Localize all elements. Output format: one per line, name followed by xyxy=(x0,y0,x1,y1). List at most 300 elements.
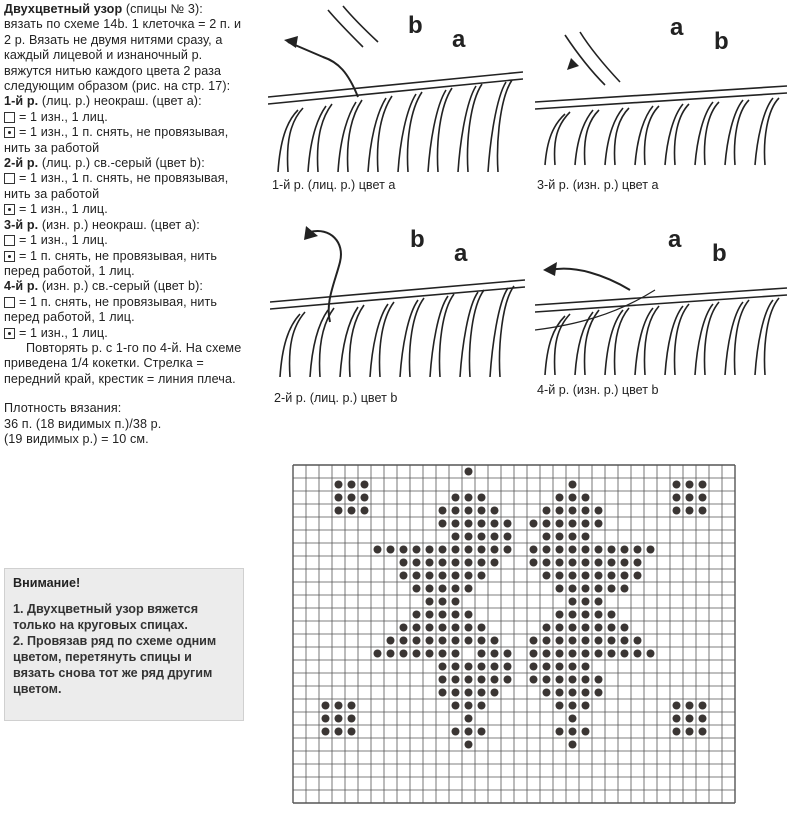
chart-dot xyxy=(673,728,681,736)
chart-dot xyxy=(452,650,460,658)
chart-dot xyxy=(582,676,590,684)
fig2-label-2: b xyxy=(714,28,729,55)
chart-dot xyxy=(569,702,577,710)
chart-dot xyxy=(504,663,512,671)
chart-dot xyxy=(543,676,551,684)
chart-dot xyxy=(556,572,564,580)
chart-dot xyxy=(439,585,447,593)
chart-dot xyxy=(478,533,486,541)
chart-dot xyxy=(582,598,590,606)
row4-rest: (изн. р.) св.-серый (цвет b): xyxy=(38,279,203,294)
chart-dot xyxy=(686,728,694,736)
chart-dot xyxy=(699,715,707,723)
chart-dot xyxy=(556,663,564,671)
chart-dot xyxy=(426,650,434,658)
chart-dot xyxy=(452,572,460,580)
chart-dot xyxy=(569,715,577,723)
chart-dot xyxy=(426,637,434,645)
chart-dot xyxy=(348,494,356,502)
chart-dot xyxy=(595,624,603,632)
chart-dot xyxy=(491,663,499,671)
chart-dot xyxy=(569,741,577,749)
chart-dot xyxy=(608,650,616,658)
row1-head: 1-й р. xyxy=(4,94,39,109)
chart-dot xyxy=(569,572,577,580)
chart-dot xyxy=(504,650,512,658)
chart-dot xyxy=(634,572,642,580)
chart-dot xyxy=(478,663,486,671)
chart-dot xyxy=(595,637,603,645)
chart-dot xyxy=(608,559,616,567)
chart-dot xyxy=(348,507,356,515)
fig4-label-1: a xyxy=(668,226,682,253)
chart-dot xyxy=(465,520,473,528)
chart-dot xyxy=(582,559,590,567)
chart-dot xyxy=(699,702,707,710)
chart-dot xyxy=(673,702,681,710)
row4-b-text: = 1 изн., 1 лиц. xyxy=(19,325,108,340)
chart-dot xyxy=(582,728,590,736)
chart-dot xyxy=(582,572,590,580)
row1-sym-dot xyxy=(4,125,250,156)
chart-dot xyxy=(530,637,538,645)
chart-dot xyxy=(348,715,356,723)
pattern-title xyxy=(4,2,250,17)
chart-dot xyxy=(465,507,473,515)
chart-dot xyxy=(491,637,499,645)
chart-dot xyxy=(699,481,707,489)
chart-dot xyxy=(569,663,577,671)
chart-dot xyxy=(322,702,330,710)
chart-dot xyxy=(582,611,590,619)
chart-dot xyxy=(400,559,408,567)
chart-dot xyxy=(452,624,460,632)
chart-dot xyxy=(439,520,447,528)
title-suffix: (спицы № 3): xyxy=(122,2,203,16)
chart-dot xyxy=(530,663,538,671)
chart-dot xyxy=(413,650,421,658)
chart-dot xyxy=(530,676,538,684)
chart-dot xyxy=(582,533,590,541)
chart-dot xyxy=(465,663,473,671)
chart-dot xyxy=(465,559,473,567)
chart-dot xyxy=(426,559,434,567)
row3-sym-dot xyxy=(4,249,250,280)
chart-dot xyxy=(686,481,694,489)
chart-dot xyxy=(595,598,603,606)
chart-dot xyxy=(595,559,603,567)
title-bold: Двухцветный узор xyxy=(4,2,123,16)
chart-dot xyxy=(621,624,629,632)
knitting-illustration-1 xyxy=(268,2,523,177)
chart-dot xyxy=(465,546,473,554)
density-line-1: 36 п. (18 видимых п.)/38 р. xyxy=(4,416,162,431)
chart-dot xyxy=(582,689,590,697)
intro-paragraph: вязать по схеме 14b. 1 клеточка = 2 п. и 2 р. Вязать не двумя нитями сразу, а каждый лицевой и изнаночный р. вяжутся нитью каждого цвета 2 раза следующим образом (рис. на стр. 17): xyxy=(4,17,242,94)
chart-dot xyxy=(686,715,694,723)
chart-dot xyxy=(556,676,564,684)
chart-dot xyxy=(465,468,473,476)
chart-dot xyxy=(569,481,577,489)
chart-dot xyxy=(465,741,473,749)
chart-dot xyxy=(686,494,694,502)
fig1-label-1: b xyxy=(408,12,423,39)
chart-dot xyxy=(582,702,590,710)
density-title: Плотность вязания: xyxy=(4,401,122,416)
chart-dot xyxy=(686,507,694,515)
chart-dot xyxy=(608,637,616,645)
chart-dot xyxy=(335,507,343,515)
chart-dot xyxy=(452,637,460,645)
chart-dot xyxy=(582,546,590,554)
chart-dot xyxy=(465,585,473,593)
fig2-label-1: a xyxy=(670,14,684,41)
empty-cell-icon xyxy=(4,235,15,246)
chart-dot xyxy=(569,533,577,541)
chart-dot xyxy=(491,559,499,567)
chart-dot xyxy=(491,533,499,541)
chart-dot xyxy=(335,715,343,723)
chart-dot xyxy=(582,507,590,515)
chart-dot xyxy=(439,689,447,697)
chart-dot xyxy=(673,494,681,502)
chart-dot xyxy=(647,650,655,658)
chart-dot xyxy=(595,650,603,658)
chart-dot xyxy=(478,728,486,736)
chart-dot xyxy=(335,494,343,502)
chart-dot xyxy=(400,572,408,580)
chart-dot xyxy=(543,663,551,671)
density-line-2: (19 видимых р.) = 10 см. xyxy=(4,431,149,446)
attention-item-2: 2. Провязав ряд по схеме одним цветом, перетянуть спицы и вязать снова тот же ряд другим цветом. xyxy=(13,634,217,696)
chart-dot xyxy=(595,676,603,684)
chart-dot xyxy=(387,637,395,645)
fig4-label-2: b xyxy=(712,240,727,267)
chart-dot xyxy=(530,546,538,554)
chart-dot xyxy=(452,559,460,567)
chart-dot xyxy=(465,533,473,541)
chart-dot xyxy=(439,598,447,606)
row3-header xyxy=(4,218,250,233)
row2-header xyxy=(4,156,250,171)
chart-dot xyxy=(348,728,356,736)
chart-dot xyxy=(478,494,486,502)
chart-dot xyxy=(413,559,421,567)
chart-dot xyxy=(439,611,447,619)
chart-dot xyxy=(439,572,447,580)
row4-header xyxy=(4,279,250,294)
chart-dot xyxy=(595,572,603,580)
chart-dot xyxy=(478,624,486,632)
chart-dot xyxy=(361,481,369,489)
chart-dot xyxy=(569,598,577,606)
chart-dot xyxy=(595,689,603,697)
chart-dot xyxy=(608,546,616,554)
chart-dot xyxy=(400,546,408,554)
chart-dot xyxy=(439,507,447,515)
chart-dot xyxy=(335,702,343,710)
fig2-caption: 3-й р. (изн. р.) цвет a xyxy=(537,178,659,192)
row3-b-text: = 1 п. снять, не провязывая, нить перед работой, 1 лиц. xyxy=(4,248,218,278)
chart-dot xyxy=(699,507,707,515)
chart-dot xyxy=(478,507,486,515)
chart-dot xyxy=(569,650,577,658)
chart-dot xyxy=(504,546,512,554)
chart-dot xyxy=(322,715,330,723)
chart-dot xyxy=(543,650,551,658)
chart-dot xyxy=(426,546,434,554)
chart-dot xyxy=(608,572,616,580)
chart-dot xyxy=(673,507,681,515)
chart-dot xyxy=(426,624,434,632)
chart-dot xyxy=(621,637,629,645)
chart-dot xyxy=(426,585,434,593)
chart-dot xyxy=(452,507,460,515)
instructions-text xyxy=(4,2,250,447)
chart-dot xyxy=(556,546,564,554)
chart-dot xyxy=(569,585,577,593)
chart-dot xyxy=(478,650,486,658)
chart-dot xyxy=(452,494,460,502)
chart-dot xyxy=(582,637,590,645)
chart-dot xyxy=(543,507,551,515)
knitting-illustration-3 xyxy=(270,222,525,382)
chart-dot xyxy=(452,533,460,541)
chart-dot xyxy=(452,598,460,606)
chart-dot xyxy=(478,520,486,528)
chart-dot xyxy=(556,520,564,528)
chart-dot xyxy=(361,494,369,502)
chart-dot xyxy=(556,585,564,593)
chart-dot xyxy=(465,624,473,632)
row1-rest: (лиц. р.) неокраш. (цвет a): xyxy=(38,94,202,109)
knitting-chart xyxy=(292,464,736,804)
chart-dot xyxy=(543,533,551,541)
chart-dot xyxy=(582,650,590,658)
chart-dot xyxy=(543,624,551,632)
chart-dot xyxy=(478,572,486,580)
chart-dot xyxy=(634,546,642,554)
chart-dot xyxy=(621,650,629,658)
row2-head: 2-й р. xyxy=(4,156,39,171)
chart-dot xyxy=(478,559,486,567)
chart-dot xyxy=(439,650,447,658)
knitting-illustration-2 xyxy=(535,30,787,170)
chart-dot xyxy=(530,559,538,567)
row4-head: 4-й р. xyxy=(4,279,39,294)
chart-dot xyxy=(699,728,707,736)
chart-dot xyxy=(621,546,629,554)
chart-dot xyxy=(335,481,343,489)
chart-dot xyxy=(400,650,408,658)
chart-dot xyxy=(465,637,473,645)
chart-dot xyxy=(452,585,460,593)
chart-dot xyxy=(556,637,564,645)
dot-cell-icon xyxy=(4,127,15,138)
chart-dot xyxy=(556,702,564,710)
chart-dot xyxy=(556,689,564,697)
chart-dot xyxy=(504,676,512,684)
chart-dot xyxy=(595,520,603,528)
chart-dot xyxy=(621,585,629,593)
dot-cell-icon xyxy=(4,328,15,339)
chart-dot xyxy=(452,546,460,554)
chart-dot xyxy=(465,572,473,580)
fig1-label-2: a xyxy=(452,26,466,53)
row4-a-text: = 1 п. снять, не провязывая, нить перед работой, 1 лиц. xyxy=(4,294,218,325)
chart-dot xyxy=(543,572,551,580)
chart-dot xyxy=(569,559,577,567)
chart-dot xyxy=(608,624,616,632)
chart-dot xyxy=(478,702,486,710)
chart-dot xyxy=(569,624,577,632)
row3-rest: (изн. р.) неокраш. (цвет a): xyxy=(38,217,200,232)
chart-dot xyxy=(452,663,460,671)
chart-dot xyxy=(647,546,655,554)
fig1-caption: 1-й р. (лиц. р.) цвет a xyxy=(272,178,396,192)
chart-dot xyxy=(439,624,447,632)
knitting-illustration-4 xyxy=(535,230,787,378)
chart-dot xyxy=(634,559,642,567)
chart-dot xyxy=(569,507,577,515)
fig3-label-2: a xyxy=(454,240,468,267)
chart-dot xyxy=(569,676,577,684)
chart-dot xyxy=(452,689,460,697)
chart-dot xyxy=(452,728,460,736)
dot-cell-icon xyxy=(4,251,15,262)
chart-dot xyxy=(400,624,408,632)
chart-dot xyxy=(543,637,551,645)
chart-dot xyxy=(465,715,473,723)
chart-dot xyxy=(465,689,473,697)
chart-dot xyxy=(673,481,681,489)
chart-dot xyxy=(439,559,447,567)
dot-cell-icon xyxy=(4,204,15,215)
chart-dot xyxy=(413,611,421,619)
chart-dot xyxy=(413,637,421,645)
chart-dot xyxy=(374,546,382,554)
chart-dot xyxy=(556,728,564,736)
row1-sym-empty xyxy=(4,110,250,125)
chart-dot xyxy=(387,650,395,658)
chart-dot xyxy=(569,637,577,645)
chart-dot xyxy=(452,520,460,528)
chart-dot xyxy=(543,559,551,567)
chart-dot xyxy=(634,637,642,645)
chart-dot xyxy=(348,702,356,710)
chart-dot xyxy=(608,611,616,619)
chart-dot xyxy=(322,728,330,736)
row2-a-text: = 1 изн., 1 п. снять, не провязывая, нить за работой xyxy=(4,171,229,201)
row1-b-text: = 1 изн., 1 п. снять, не провязывая, нить за работой xyxy=(4,125,229,155)
chart-dot xyxy=(491,507,499,515)
empty-cell-icon xyxy=(4,112,15,123)
chart-dot xyxy=(582,663,590,671)
chart-dot xyxy=(478,676,486,684)
chart-dot xyxy=(465,676,473,684)
fig3-label-1: b xyxy=(410,226,425,253)
row3-head: 3-й р. xyxy=(4,217,39,232)
chart-dot xyxy=(569,546,577,554)
chart-dot xyxy=(634,650,642,658)
chart-dot xyxy=(491,650,499,658)
chart-dot xyxy=(569,494,577,502)
chart-dot xyxy=(426,598,434,606)
chart-dot xyxy=(439,546,447,554)
chart-dot xyxy=(491,689,499,697)
chart-dot xyxy=(465,728,473,736)
chart-dot xyxy=(413,546,421,554)
chart-dot xyxy=(452,611,460,619)
row3-a-text: = 1 изн., 1 лиц. xyxy=(19,233,108,248)
chart-dot xyxy=(426,611,434,619)
repeat-paragraph: Повторять р. с 1-го по 4-й. На схеме приведена 1/4 кокетки. Стрелка = передний край, крестик = линия плеча. xyxy=(4,340,242,386)
attention-title: Внимание! xyxy=(13,576,81,590)
chart-dot xyxy=(556,533,564,541)
chart-dot xyxy=(530,520,538,528)
chart-dot xyxy=(439,663,447,671)
row2-sym-empty xyxy=(4,171,250,202)
empty-cell-icon xyxy=(4,297,15,308)
chart-dot xyxy=(556,507,564,515)
chart-dot xyxy=(595,546,603,554)
row4-sym-empty xyxy=(4,295,250,326)
chart-dot xyxy=(582,585,590,593)
chart-dot xyxy=(595,611,603,619)
chart-dot xyxy=(556,650,564,658)
row2-sym-dot xyxy=(4,202,250,217)
chart-dot xyxy=(439,637,447,645)
chart-dot xyxy=(543,689,551,697)
chart-dot xyxy=(335,728,343,736)
chart-dot xyxy=(465,702,473,710)
chart-dot xyxy=(569,689,577,697)
chart-dot xyxy=(465,494,473,502)
chart-dot xyxy=(699,494,707,502)
chart-dot xyxy=(673,715,681,723)
chart-dot xyxy=(478,637,486,645)
chart-dot xyxy=(595,507,603,515)
chart-dot xyxy=(439,676,447,684)
chart-dot xyxy=(374,650,382,658)
attention-box xyxy=(4,568,244,721)
chart-dot xyxy=(413,585,421,593)
chart-dot xyxy=(348,481,356,489)
chart-dot xyxy=(582,520,590,528)
chart-dot xyxy=(361,507,369,515)
chart-dot xyxy=(621,559,629,567)
chart-dot xyxy=(478,689,486,697)
attention-item-1: 1. Двухцветный узор вяжется только на круговых спицах. xyxy=(13,602,199,632)
chart-dot xyxy=(491,546,499,554)
chart-dot xyxy=(595,585,603,593)
chart-dot xyxy=(556,611,564,619)
chart-dot xyxy=(686,702,694,710)
chart-dot xyxy=(569,611,577,619)
chart-dot xyxy=(413,624,421,632)
chart-dot xyxy=(452,702,460,710)
chart-dot xyxy=(426,572,434,580)
row4-sym-dot xyxy=(4,326,250,341)
empty-cell-icon xyxy=(4,173,15,184)
fig4-caption: 4-й р. (изн. р.) цвет b xyxy=(537,383,659,397)
row1-header xyxy=(4,94,250,109)
chart-dot xyxy=(491,676,499,684)
chart-dot xyxy=(556,559,564,567)
chart-dot xyxy=(556,494,564,502)
chart-dot xyxy=(543,546,551,554)
chart-dot xyxy=(452,676,460,684)
